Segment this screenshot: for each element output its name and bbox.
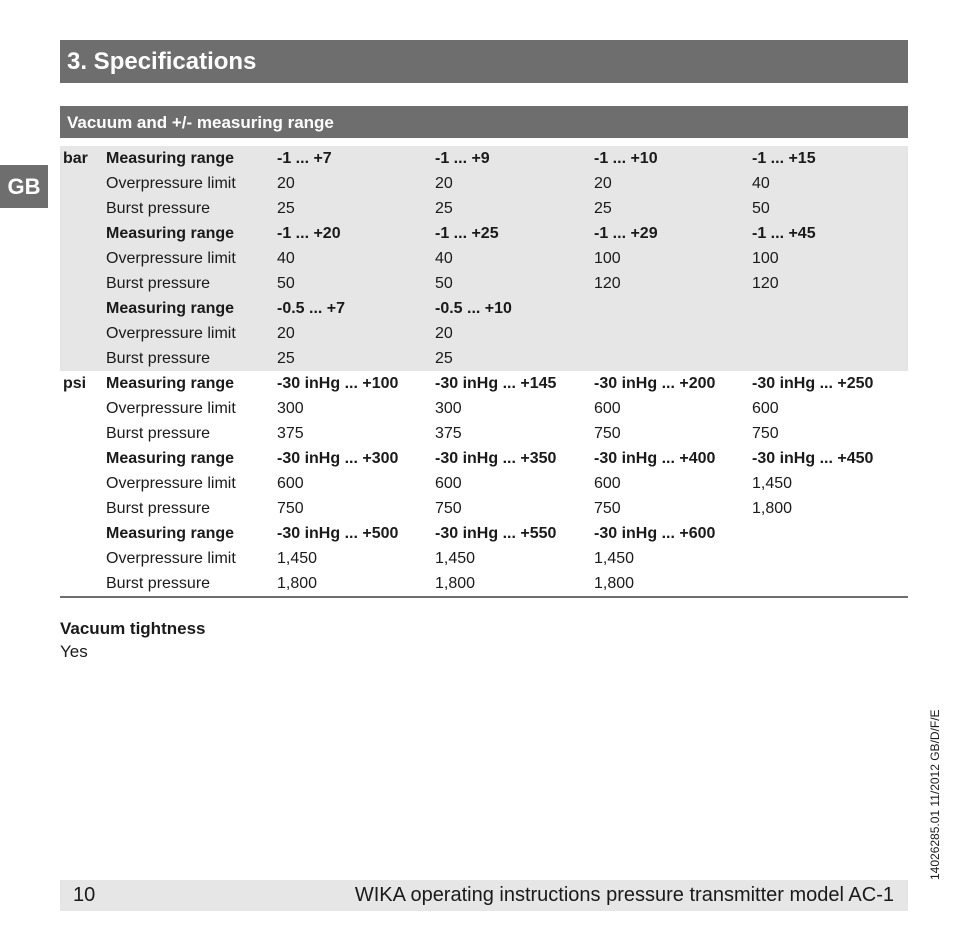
unit-cell xyxy=(60,471,106,496)
value-cell: -30 inHg ... +145 xyxy=(435,375,557,392)
value-cell: -1 ... +29 xyxy=(594,221,752,246)
value-cell: -30 inHg ... +350 xyxy=(435,450,557,467)
row-label: Overpressure limit xyxy=(106,321,277,346)
value-cell xyxy=(752,521,908,546)
value-cell: 100 xyxy=(594,246,752,271)
unit-cell xyxy=(60,546,106,571)
table-row xyxy=(60,446,908,471)
row-label: Overpressure limit xyxy=(106,475,236,492)
row-label: Measuring range xyxy=(106,525,235,542)
unit-cell xyxy=(60,296,106,321)
table-row xyxy=(60,171,908,196)
value-cell: 50 xyxy=(277,271,435,296)
value-cell: 1,450 xyxy=(435,550,476,567)
value-cell xyxy=(752,321,908,346)
value-cell: 20 xyxy=(435,171,594,196)
unit-cell xyxy=(60,171,106,196)
row-label: Burst pressure xyxy=(106,271,277,296)
value-cell xyxy=(752,346,908,371)
language-tab: GB xyxy=(0,165,48,208)
value-cell: 300 xyxy=(277,400,304,417)
value-cell xyxy=(594,346,752,371)
unit-cell xyxy=(60,571,106,597)
value-cell: -30 inHg ... +250 xyxy=(752,375,874,392)
unit-cell xyxy=(60,496,106,521)
specifications-table xyxy=(60,146,908,598)
row-label: Burst pressure xyxy=(106,571,277,597)
value-cell: 1,450 xyxy=(594,550,635,567)
value-cell: 40 xyxy=(752,171,908,196)
unit-cell xyxy=(60,196,106,221)
value-cell: 1,800 xyxy=(594,571,752,597)
table-row xyxy=(60,396,908,421)
value-cell: 1,800 xyxy=(435,571,594,597)
value-cell: 600 xyxy=(752,400,779,417)
value-cell: 600 xyxy=(594,400,621,417)
vacuum-tightness-heading: Vacuum tightness xyxy=(60,619,206,638)
value-cell: 120 xyxy=(752,271,908,296)
row-label: Burst pressure xyxy=(106,346,277,371)
value-cell: -30 inHg ... +450 xyxy=(752,450,874,467)
row-label: Burst pressure xyxy=(106,500,211,517)
document-code: 14026285.01 11/2012 GB/D/F/E xyxy=(928,709,942,880)
value-cell: 25 xyxy=(277,346,435,371)
value-cell: -30 inHg ... +400 xyxy=(594,450,716,467)
value-cell xyxy=(752,571,908,597)
value-cell xyxy=(752,546,908,571)
row-label: Overpressure limit xyxy=(106,171,277,196)
row-label: Overpressure limit xyxy=(106,550,236,567)
value-cell xyxy=(752,296,908,321)
unit-cell: psi xyxy=(63,375,87,392)
value-cell: 20 xyxy=(277,171,435,196)
unit-cell xyxy=(60,321,106,346)
row-label: Measuring range xyxy=(106,450,235,467)
page-number: 10 xyxy=(73,884,96,906)
unit-cell: bar xyxy=(60,146,106,171)
value-cell: -30 inHg ... +200 xyxy=(594,375,716,392)
table-row xyxy=(60,296,908,321)
section-title: Vacuum and +/- measuring range xyxy=(60,106,908,138)
value-cell: 600 xyxy=(435,475,462,492)
table-row xyxy=(60,546,908,571)
value-cell: 600 xyxy=(594,475,621,492)
value-cell: 25 xyxy=(594,196,752,221)
value-cell: 600 xyxy=(277,475,304,492)
value-cell: 300 xyxy=(435,400,462,417)
table-row xyxy=(60,521,908,546)
row-label: Measuring range xyxy=(106,146,277,171)
value-cell: 40 xyxy=(435,246,594,271)
row-label: Burst pressure xyxy=(106,425,211,442)
table-row xyxy=(60,196,908,221)
value-cell: -30 inHg ... +100 xyxy=(277,375,399,392)
value-cell: -0.5 ... +7 xyxy=(277,296,435,321)
value-cell: -1 ... +10 xyxy=(594,146,752,171)
unit-cell xyxy=(60,271,106,296)
row-label: Overpressure limit xyxy=(106,246,277,271)
row-label: Measuring range xyxy=(106,221,277,246)
row-label: Measuring range xyxy=(106,296,277,321)
value-cell xyxy=(594,321,752,346)
unit-cell xyxy=(60,421,106,446)
value-cell: 375 xyxy=(277,425,304,442)
footer-text: WIKA operating instructions pressure transmitter model AC-1 xyxy=(354,884,894,906)
value-cell: 750 xyxy=(752,425,779,442)
table-row xyxy=(60,471,908,496)
value-cell: -30 inHg ... +550 xyxy=(435,525,557,542)
value-cell: 1,800 xyxy=(752,500,793,517)
value-cell: -1 ... +45 xyxy=(752,221,908,246)
value-cell: 120 xyxy=(594,271,752,296)
value-cell: 750 xyxy=(594,425,621,442)
table-row xyxy=(60,496,908,521)
row-label: Overpressure limit xyxy=(106,400,236,417)
value-cell: 750 xyxy=(594,500,621,517)
value-cell: 25 xyxy=(435,196,594,221)
unit-cell xyxy=(60,396,106,421)
value-cell: 100 xyxy=(752,246,908,271)
unit-cell xyxy=(60,246,106,271)
value-cell: 1,450 xyxy=(752,475,793,492)
value-cell: 25 xyxy=(435,346,594,371)
value-cell: -1 ... +9 xyxy=(435,146,594,171)
value-cell: 40 xyxy=(277,246,435,271)
value-cell: 375 xyxy=(435,425,462,442)
specifications-table-body xyxy=(60,146,908,597)
value-cell xyxy=(594,296,752,321)
vacuum-tightness-value: Yes xyxy=(60,642,88,661)
unit-cell xyxy=(60,521,106,546)
table-row xyxy=(60,571,908,597)
table-row xyxy=(60,271,908,296)
unit-cell xyxy=(60,346,106,371)
value-cell: 50 xyxy=(752,196,908,221)
value-cell: 20 xyxy=(277,321,435,346)
value-cell: -30 inHg ... +300 xyxy=(277,450,399,467)
value-cell: -1 ... +25 xyxy=(435,221,594,246)
table-row xyxy=(60,221,908,246)
value-cell: 1,450 xyxy=(277,550,318,567)
unit-cell xyxy=(60,446,106,471)
table-row xyxy=(60,346,908,371)
value-cell: -1 ... +15 xyxy=(752,146,908,171)
value-cell: 25 xyxy=(277,196,435,221)
row-label: Measuring range xyxy=(106,375,235,392)
value-cell: 20 xyxy=(435,321,594,346)
value-cell: -1 ... +7 xyxy=(277,146,435,171)
page-title: 3. Specifications xyxy=(60,40,908,83)
page-footer xyxy=(60,880,908,911)
table-row xyxy=(60,246,908,271)
value-cell: -0.5 ... +10 xyxy=(435,296,594,321)
row-label: Burst pressure xyxy=(106,196,277,221)
unit-cell xyxy=(60,221,106,246)
table-row xyxy=(60,146,908,171)
value-cell: 50 xyxy=(435,271,594,296)
value-cell: 750 xyxy=(277,500,304,517)
table-row xyxy=(60,321,908,346)
table-row xyxy=(60,371,908,396)
value-cell: 750 xyxy=(435,500,462,517)
table-row xyxy=(60,421,908,446)
value-cell: 20 xyxy=(594,171,752,196)
value-cell: -30 inHg ... +600 xyxy=(594,525,716,542)
value-cell: -30 inHg ... +500 xyxy=(277,525,399,542)
value-cell: 1,800 xyxy=(277,571,435,597)
value-cell: -1 ... +20 xyxy=(277,221,435,246)
